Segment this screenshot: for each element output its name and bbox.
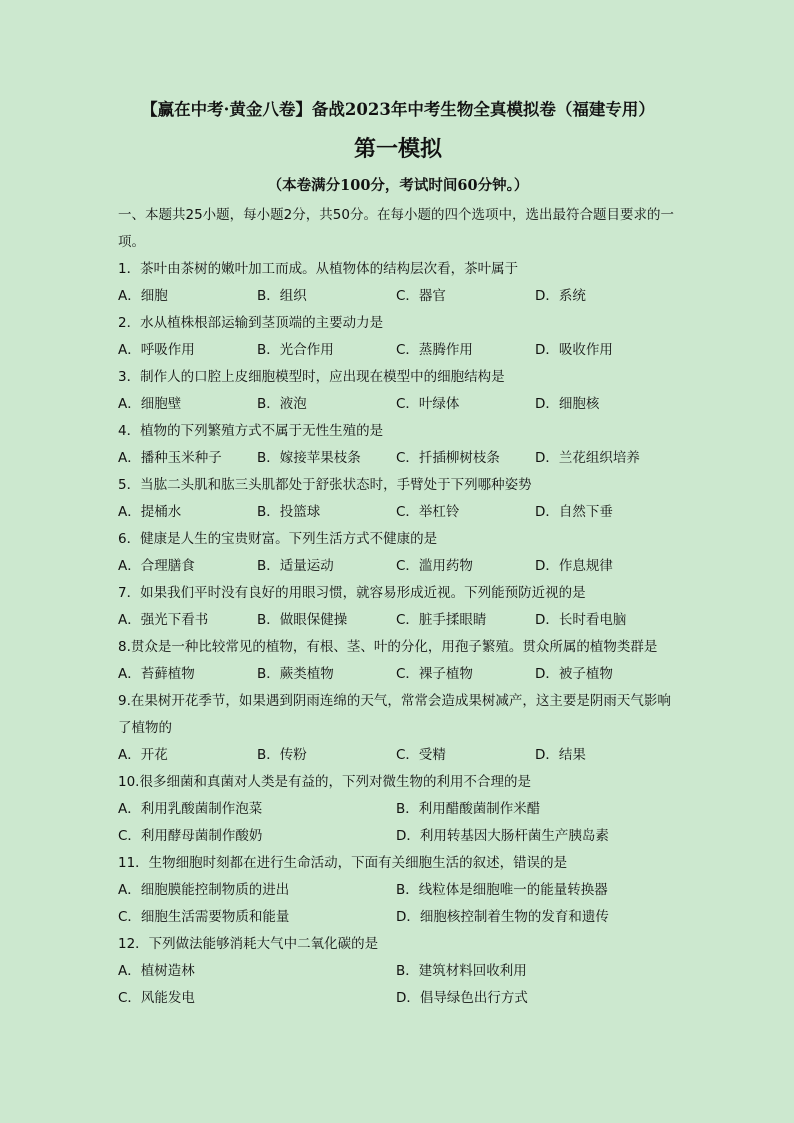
question-stem: 3．制作人的口腔上皮细胞模型时，应出现在模型中的细胞结构是 — [118, 369, 505, 385]
question-stem: 7．如果我们平时没有良好的用眼习惯，就容易形成近视。下列能预防近视的是 — [118, 585, 586, 601]
answer-option: D．结果 — [535, 747, 586, 763]
question-stem: 12．下列做法能够消耗大气中二氧化碳的是 — [118, 936, 379, 952]
question-stem: 8.贯众是一种比较常见的植物，有根、茎、叶的分化，用孢子繁殖。贯众所属的植物类群是 — [118, 639, 658, 655]
answer-option: C．脏手揉眼睛 — [396, 612, 487, 628]
option-row — [118, 391, 678, 418]
answer-option: B．投篮球 — [257, 504, 321, 520]
question-stem: 5．当肱二头肌和肱三头肌都处于舒张状态时，手臂处于下列哪种姿势 — [118, 477, 532, 493]
answer-option: A．利用乳酸菌制作泡菜 — [118, 801, 263, 817]
answer-option: D．自然下垂 — [535, 504, 613, 520]
answer-option: C．受精 — [396, 747, 446, 763]
answer-option: D．倡导绿色出行方式 — [396, 990, 528, 1006]
option-row — [118, 796, 678, 823]
question-stem: 6．健康是人生的宝贵财富。下列生活方式不健康的是 — [118, 531, 438, 547]
answer-option: B．嫁接苹果枝条 — [257, 450, 361, 466]
answer-option: A．细胞壁 — [118, 396, 182, 412]
answer-option: B．适量运动 — [257, 558, 334, 574]
option-row — [118, 742, 678, 769]
option-row — [118, 283, 678, 310]
answer-option: C．蒸腾作用 — [396, 342, 473, 358]
answer-option: B．传粉 — [257, 747, 307, 763]
option-row — [118, 823, 678, 850]
answer-option: A．植树造林 — [118, 963, 195, 979]
option-row — [118, 553, 678, 580]
answer-option: D．作息规律 — [535, 558, 613, 574]
answer-option: B．液泡 — [257, 396, 307, 412]
option-row — [118, 958, 678, 985]
option-row — [118, 607, 678, 634]
answer-option: C．举杠铃 — [396, 504, 460, 520]
answer-option: B．利用醋酸菌制作米醋 — [396, 801, 541, 817]
answer-option: C．叶绿体 — [396, 396, 460, 412]
answer-option: D．吸收作用 — [535, 342, 613, 358]
answer-option: D．长时看电脑 — [535, 612, 627, 628]
answer-option: B．蕨类植物 — [257, 666, 334, 682]
answer-option: A．开花 — [118, 747, 168, 763]
option-row — [118, 337, 678, 364]
question-stem: 9.在果树开花季节，如果遇到阴雨连绵的天气，常常会造成果树减产，这主要是阴雨天气影响了植物的 — [118, 693, 671, 736]
question-list — [118, 256, 678, 1012]
answer-option: A．播种玉米种子 — [118, 450, 222, 466]
answer-option: C．细胞生活需要物质和能量 — [118, 909, 290, 925]
exam-page — [118, 98, 678, 1012]
option-row — [118, 499, 678, 526]
question-stem: 10.很多细菌和真菌对人类是有益的，下列对微生物的利用不合理的是 — [118, 774, 531, 790]
option-row — [118, 877, 678, 904]
option-row — [118, 661, 678, 688]
answer-option: B．光合作用 — [257, 342, 334, 358]
question-stem: 1．茶叶由茶树的嫩叶加工而成。从植物体的结构层次看，茶叶属于 — [118, 261, 519, 277]
option-row — [118, 904, 678, 931]
question-stem: 2．水从植株根部运输到茎顶端的主要动力是 — [118, 315, 384, 331]
answer-option: A．细胞 — [118, 288, 168, 304]
answer-option: A．呼吸作用 — [118, 342, 195, 358]
answer-option: C．扦插柳树枝条 — [396, 450, 500, 466]
answer-option: B．组织 — [257, 288, 307, 304]
answer-option: A．细胞膜能控制物质的进出 — [118, 882, 290, 898]
answer-option: C．风能发电 — [118, 990, 195, 1006]
answer-option: D．兰花组织培养 — [535, 450, 640, 466]
answer-option: C．裸子植物 — [396, 666, 473, 682]
answer-option: D．细胞核 — [535, 396, 600, 412]
answer-option: C．利用酵母菌制作酸奶 — [118, 828, 263, 844]
answer-option: B．做眼保健操 — [257, 612, 348, 628]
option-row — [118, 445, 678, 472]
answer-option: A．苔藓植物 — [118, 666, 195, 682]
answer-option: A．合理膳食 — [118, 558, 195, 574]
answer-option: D．系统 — [535, 288, 586, 304]
section-intro: 一、本题共25小题，每小题2分，共50分。在每小题的四个选项中，选出最符合题目要求的一项。 — [118, 207, 674, 250]
question-stem: 11．生物细胞时刻都在进行生命活动，下面有关细胞生活的叙述，错误的是 — [118, 855, 568, 871]
option-row — [118, 985, 678, 1012]
answer-option: D．细胞核控制着生物的发育和遗传 — [396, 909, 609, 925]
answer-option: D．被子植物 — [535, 666, 613, 682]
answer-option: C．滥用药物 — [396, 558, 473, 574]
answer-option: A．提桶水 — [118, 504, 182, 520]
exam-note: （本卷满分100分，考试时间60分钟。） — [267, 177, 529, 194]
answer-option: D．利用转基因大肠杆菌生产胰岛素 — [396, 828, 609, 844]
answer-option: C．器官 — [396, 288, 446, 304]
document-subtitle: 第一模拟 — [353, 136, 442, 162]
answer-option: B．线粒体是细胞唯一的能量转换器 — [396, 882, 608, 898]
answer-option: A．强光下看书 — [118, 612, 209, 628]
question-stem: 4．植物的下列繁殖方式不属于无性生殖的是 — [118, 423, 384, 439]
document-title: 【赢在中考·黄金八卷】备战2023年中考生物全真模拟卷（福建专用） — [141, 100, 655, 119]
answer-option: B．建筑材料回收利用 — [396, 963, 527, 979]
